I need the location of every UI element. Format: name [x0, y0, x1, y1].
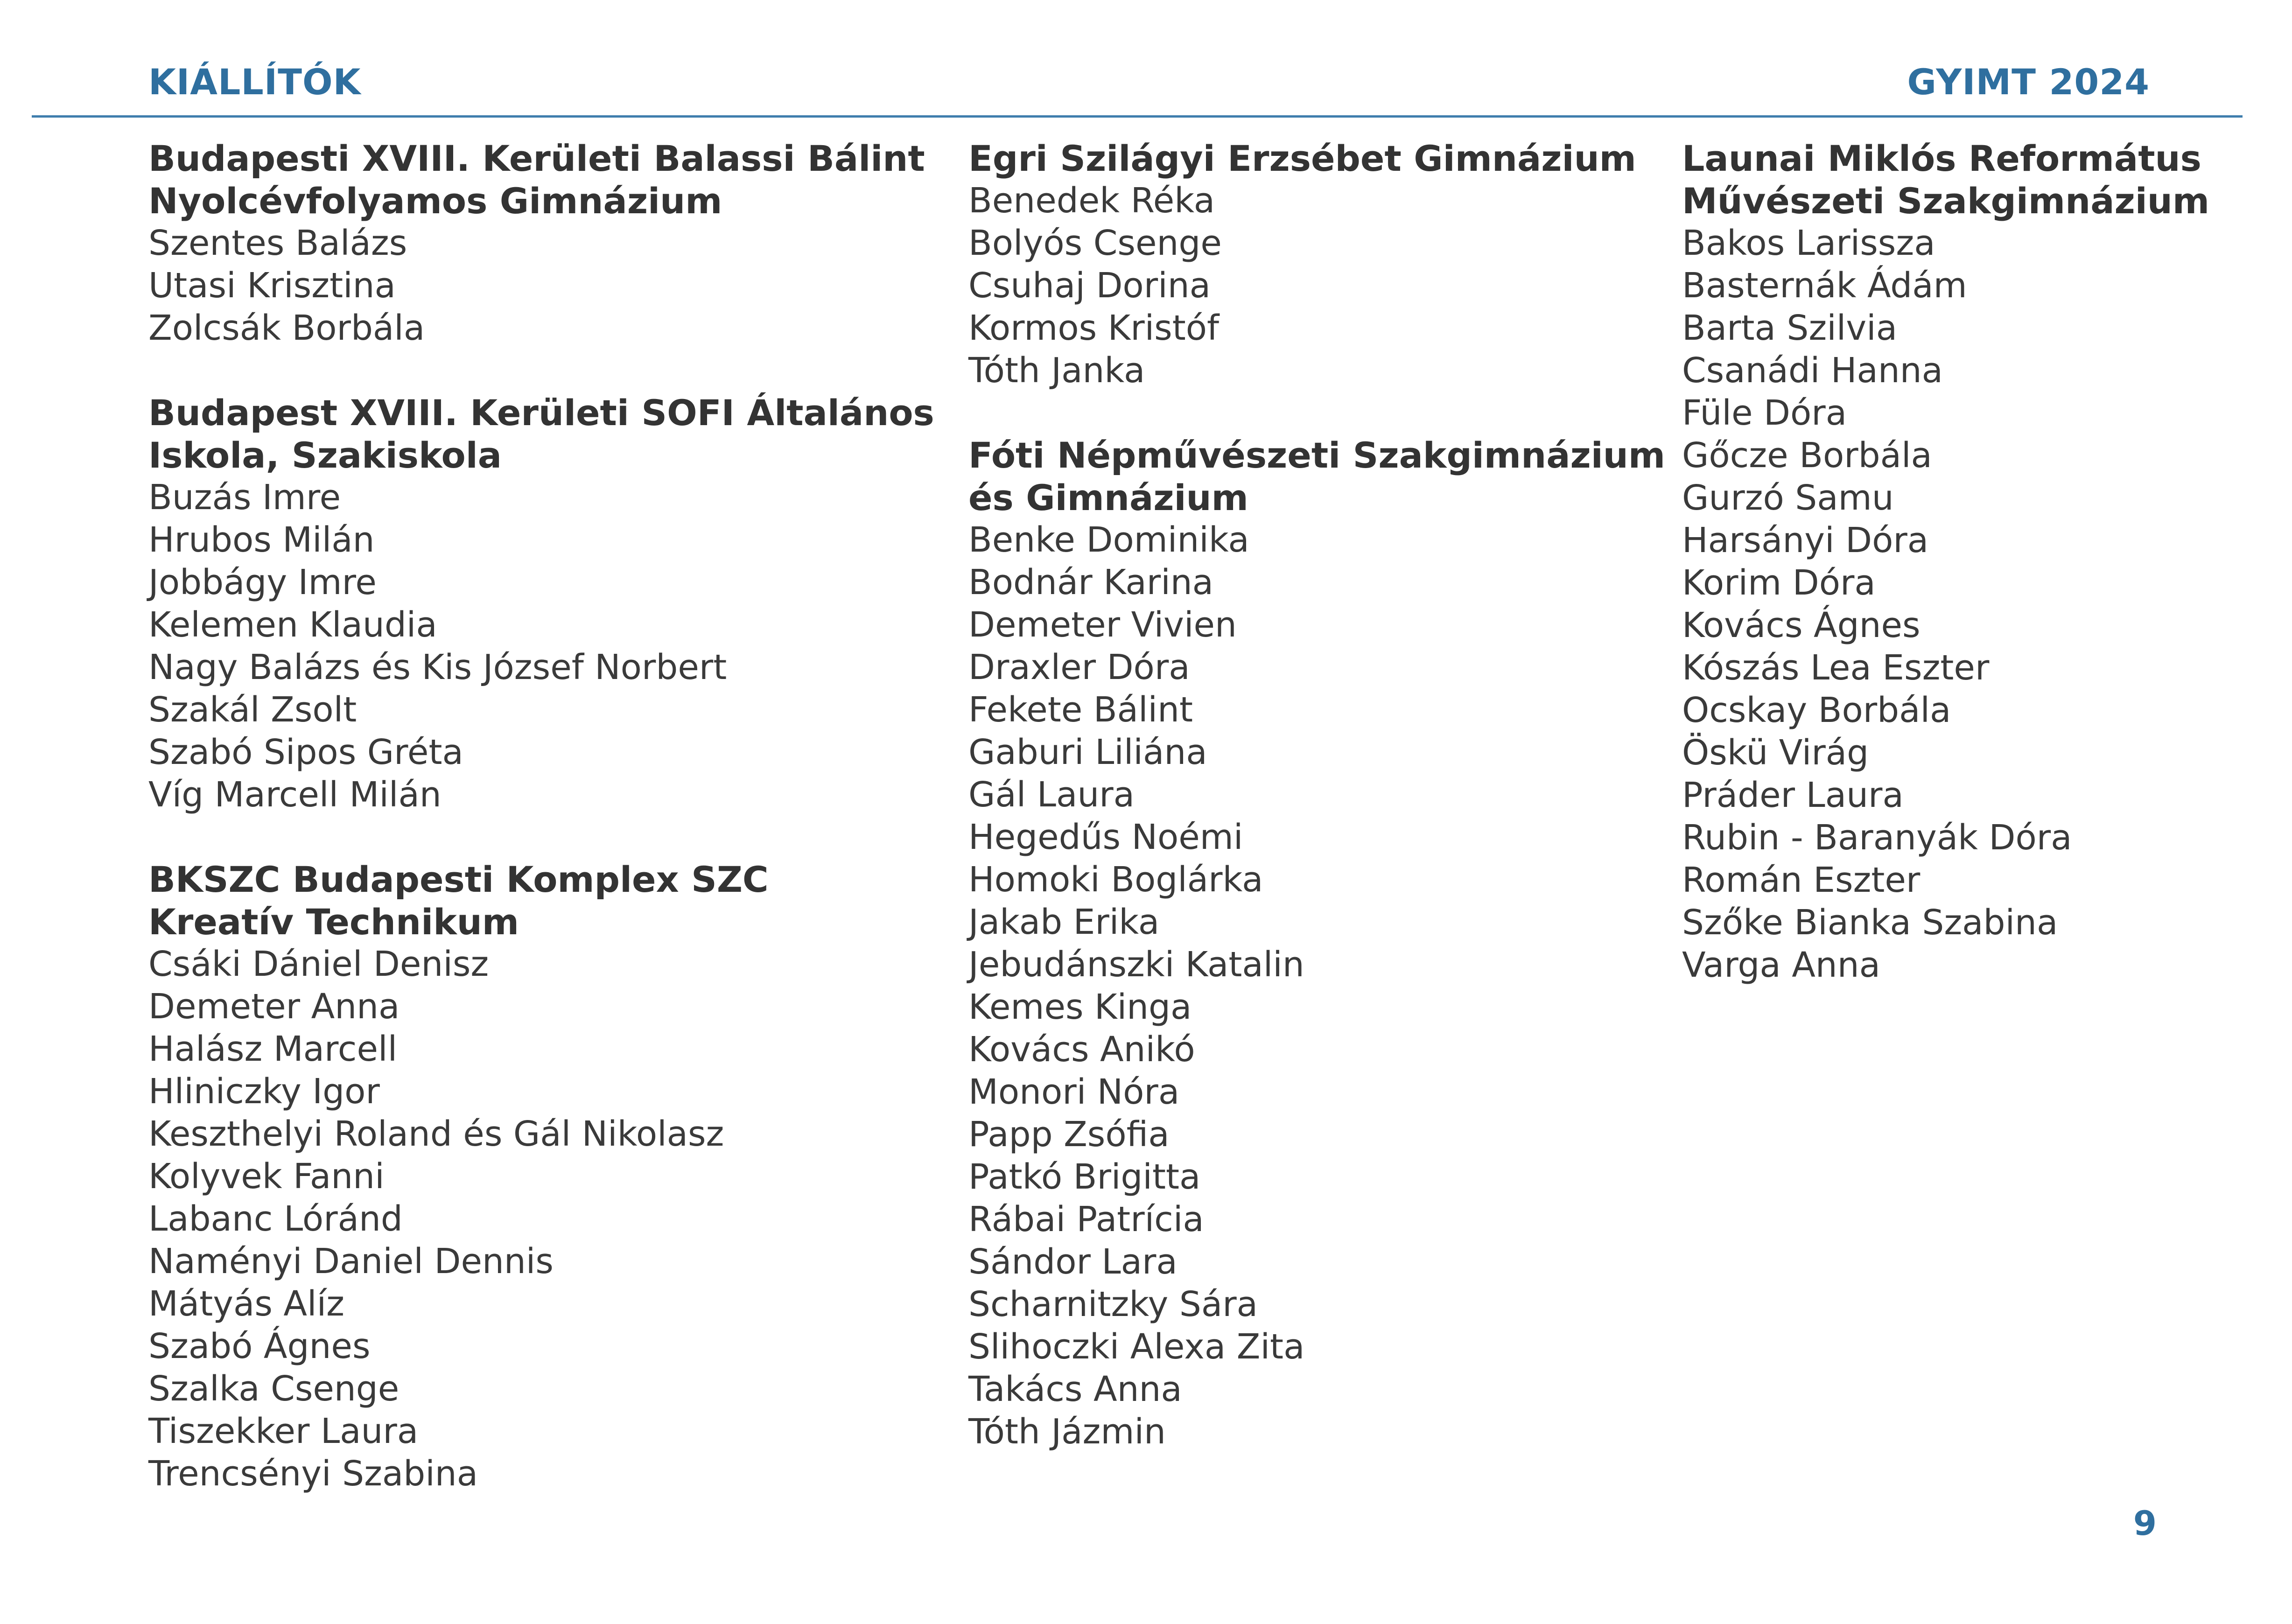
exhibitor-name: Csanádi Hanna — [1682, 350, 1943, 391]
exhibitor-name: Barta Szilvia — [1682, 308, 1898, 348]
school-name: Egri Szilágyi Erzsébet Gimnázium — [968, 138, 1636, 179]
school-group — [148, 858, 934, 1495]
school-name: Launai Miklós Református Művészeti Szakgimnázium — [1682, 138, 2210, 222]
school-group — [148, 392, 934, 816]
exhibitor-name: Kemes Kinga — [968, 987, 1192, 1027]
exhibitor-name: Szőke Bianka Szabina — [1682, 903, 2058, 943]
event-title: GYIMT 2024 — [1907, 61, 2150, 103]
exhibitor-name: Szakál Zsolt — [148, 690, 357, 730]
exhibitor-name: Kószás Lea Eszter — [1682, 648, 1990, 688]
school-group — [968, 434, 1665, 1453]
exhibitor-list — [968, 180, 1665, 392]
exhibitor-name: Práder Laura — [1682, 775, 1904, 815]
exhibitor-name: Jakab Erika — [968, 902, 1160, 942]
exhibitor-name: Hrubos Milán — [148, 520, 375, 560]
exhibitor-name: Slihoczki Alexa Zita — [968, 1327, 1305, 1367]
school-group — [1682, 137, 2209, 987]
exhibitor-name: Gőcze Borbála — [1682, 435, 1932, 476]
exhibitor-name: Scharnitzky Sára — [968, 1284, 1258, 1324]
exhibitor-name: Papp Zsófia — [968, 1114, 1170, 1155]
exhibitor-name: Tóth Janka — [968, 350, 1145, 391]
exhibitor-name: Ocskay Borbála — [1682, 690, 1951, 730]
exhibitor-name: Takács Anna — [968, 1369, 1182, 1409]
exhibitor-name: Keszthelyi Roland és Gál Nikolasz — [148, 1114, 724, 1154]
exhibitor-name: Kormos Kristóf — [968, 308, 1220, 348]
column-middle — [968, 137, 1665, 1453]
exhibitor-name: Román Eszter — [1682, 860, 1921, 900]
exhibitor-name: Víg Marcell Milán — [148, 775, 442, 815]
exhibitor-name: Basternák Ádám — [1682, 266, 1967, 306]
exhibitor-name: Labanc Lóránd — [148, 1199, 403, 1239]
exhibitor-name: Benedek Réka — [968, 181, 1215, 221]
exhibitor-name: Kovács Anikó — [968, 1029, 1195, 1070]
exhibitor-name: Öskü Virág — [1682, 733, 1869, 773]
exhibitor-name: Szalka Csenge — [148, 1369, 400, 1409]
school-name: Budapest XVIII. Kerületi SOFI Általános Iskola, Szakiskola — [148, 392, 934, 476]
header-divider — [32, 115, 2243, 118]
exhibitor-name: Jebudánszki Katalin — [968, 945, 1304, 985]
exhibitor-name: Demeter Vivien — [968, 605, 1237, 645]
exhibitor-name: Csuhaj Dorina — [968, 266, 1211, 306]
exhibitor-name: Rubin - Baranyák Dóra — [1682, 818, 2072, 858]
exhibitor-name: Kelemen Klaudia — [148, 605, 437, 645]
exhibitor-name: Benke Dominika — [968, 520, 1249, 560]
exhibitor-name: Zolcsák Borbála — [148, 308, 425, 348]
exhibitor-name: Tiszekker Laura — [148, 1411, 419, 1451]
section-title: KIÁLLÍTÓK — [148, 61, 361, 103]
exhibitor-name: Patkó Brigitta — [968, 1157, 1201, 1197]
column-right — [1682, 137, 2209, 987]
exhibitor-name: Szabó Sipos Gréta — [148, 732, 463, 772]
exhibitor-name: Csáki Dániel Denisz — [148, 944, 489, 984]
exhibitor-name: Fekete Bálint — [968, 690, 1193, 730]
exhibitor-name: Kovács Ágnes — [1682, 605, 1921, 645]
school-group — [148, 137, 934, 350]
school-name: Budapesti XVIII. Kerületi Balassi Bálint Nyolcévfolyamos Gimnázium — [148, 138, 925, 222]
exhibitor-name: Bakos Larissza — [1682, 223, 1935, 263]
exhibitor-name: Gurzó Samu — [1682, 478, 1894, 518]
exhibitor-list — [1682, 222, 2209, 987]
exhibitor-name: Füle Dóra — [1682, 393, 1847, 433]
exhibitor-name: Rábai Patrícia — [968, 1199, 1204, 1239]
exhibitor-name: Jobbágy Imre — [148, 562, 377, 602]
exhibitor-name: Mátyás Alíz — [148, 1284, 345, 1324]
exhibitor-name: Demeter Anna — [148, 987, 400, 1027]
exhibitor-name: Kolyvek Fanni — [148, 1156, 385, 1197]
school-name: Fóti Népművészeti Szakgimnázium és Gimnázium — [968, 434, 1666, 518]
exhibitor-name: Szabó Ágnes — [148, 1326, 371, 1366]
exhibitor-name: Harsányi Dóra — [1682, 520, 1929, 560]
school-name: BKSZC Budapesti Komplex SZC Kreatív Technikum — [148, 859, 769, 943]
exhibitor-name: Hegedűs Noémi — [968, 817, 1243, 857]
exhibitor-name: Naményi Daniel Dennis — [148, 1241, 554, 1281]
school-group — [968, 137, 1665, 392]
exhibitor-list — [148, 222, 934, 350]
column-left — [148, 137, 934, 1495]
exhibitor-name: Homoki Boglárka — [968, 860, 1263, 900]
exhibitor-name: Nagy Balázs és Kis József Norbert — [148, 647, 727, 687]
exhibitor-name: Buzás Imre — [148, 477, 341, 518]
exhibitor-name: Monori Nóra — [968, 1072, 1180, 1112]
exhibitor-name: Varga Anna — [1682, 945, 1880, 985]
exhibitor-name: Korim Dóra — [1682, 563, 1876, 603]
exhibitor-name: Tóth Jázmin — [968, 1412, 1166, 1452]
exhibitor-list — [148, 943, 934, 1495]
page-number: 9 — [2133, 1504, 2157, 1543]
exhibitor-name: Trencsényi Szabina — [148, 1454, 478, 1494]
exhibitor-list — [968, 519, 1665, 1453]
exhibitor-name: Hliniczky Igor — [148, 1071, 380, 1112]
exhibitor-name: Gál Laura — [968, 775, 1135, 815]
exhibitor-name: Bolyós Csenge — [968, 223, 1222, 263]
exhibitor-name: Gaburi Liliána — [968, 732, 1207, 772]
exhibitor-name: Sándor Lara — [968, 1242, 1178, 1282]
exhibitor-name: Szentes Balázs — [148, 223, 407, 263]
exhibitor-name: Bodnár Karina — [968, 562, 1214, 602]
exhibitor-list — [148, 476, 934, 816]
exhibitor-name: Utasi Krisztina — [148, 266, 396, 306]
exhibitor-name: Draxler Dóra — [968, 647, 1190, 687]
exhibitor-name: Halász Marcell — [148, 1029, 398, 1069]
